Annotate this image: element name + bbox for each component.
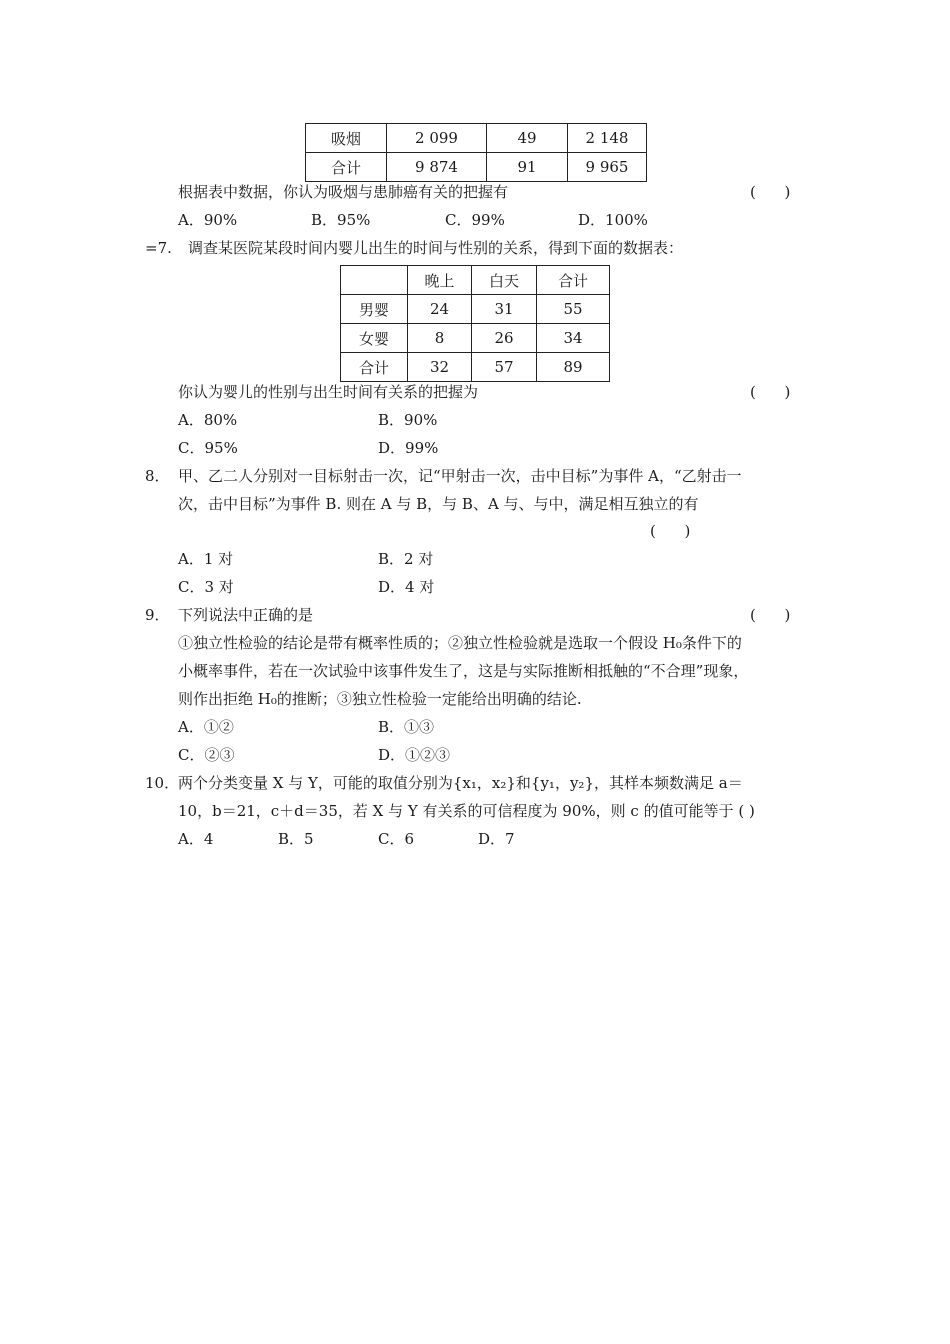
table-cell: 34 bbox=[537, 324, 610, 353]
q8-option-d: D．4 对 bbox=[378, 578, 435, 596]
table-cell: 2 148 bbox=[568, 124, 647, 153]
table-cell: 合计 bbox=[341, 353, 408, 382]
smoking-table bbox=[305, 123, 647, 182]
table-row bbox=[341, 353, 610, 382]
q10-option-a: A．4 bbox=[178, 830, 214, 848]
q7-number: =7. bbox=[145, 239, 172, 257]
table-cell: 49 bbox=[487, 124, 568, 153]
q9-number: 9． bbox=[145, 606, 170, 624]
q8-option-c: C．3 对 bbox=[178, 578, 234, 596]
q7-option-c: C．95% bbox=[178, 439, 238, 457]
table-cell: 91 bbox=[487, 153, 568, 182]
q9-option-a: A．①② bbox=[178, 718, 234, 736]
q9-line3: 则作出拒绝 H₀的推断；③独立性检验一定能给出明确的结论. bbox=[178, 690, 582, 708]
q10-line1: 两个分类变量 X 与 Y，可能的取值分别为{x₁，x₂}和{y₁，y₂}，其样本频数满足 a＝ bbox=[178, 774, 743, 792]
q8-answer-paren: ( ) bbox=[650, 522, 691, 540]
table-cell: 57 bbox=[472, 353, 537, 382]
q7-option-b: B．90% bbox=[378, 411, 438, 429]
table-cell: 31 bbox=[472, 295, 537, 324]
q6-option-c: C．99% bbox=[445, 211, 505, 229]
q8-option-b: B．2 对 bbox=[378, 550, 434, 568]
q9-option-b: B．①③ bbox=[378, 718, 435, 736]
q7-option-a: A．80% bbox=[178, 411, 238, 429]
q6-option-d: D．100% bbox=[578, 211, 648, 229]
table-row bbox=[341, 324, 610, 353]
q9-answer-paren: ( ) bbox=[750, 606, 791, 624]
q6-stem: 根据表中数据，你认为吸烟与患肺癌有关的把握有 bbox=[178, 183, 509, 201]
table-header-cell bbox=[341, 266, 408, 295]
table-header-cell: 晚上 bbox=[408, 266, 472, 295]
q7-question: 你认为婴儿的性别与出生时间有关系的把握为 bbox=[178, 383, 479, 401]
q6-answer-paren: ( ) bbox=[750, 183, 791, 201]
q10-option-c: C．6 bbox=[378, 830, 415, 848]
table-row bbox=[306, 124, 647, 153]
q9-option-d: D．①②③ bbox=[378, 746, 451, 764]
table-header-cell: 白天 bbox=[472, 266, 537, 295]
q7-option-d: D．99% bbox=[378, 439, 439, 457]
table-row bbox=[341, 295, 610, 324]
table-cell: 9 965 bbox=[568, 153, 647, 182]
table-cell: 26 bbox=[472, 324, 537, 353]
table-row bbox=[306, 153, 647, 182]
table-cell: 24 bbox=[408, 295, 472, 324]
table-cell: 2 099 bbox=[387, 124, 487, 153]
table-cell: 女婴 bbox=[341, 324, 408, 353]
table-cell: 9 874 bbox=[387, 153, 487, 182]
infant-table bbox=[340, 265, 610, 382]
q7-answer-paren: ( ) bbox=[750, 383, 791, 401]
q8-line2: 次，击中目标”为事件 B. 则在 A 与 B，与 B、A 与、与中，满足相互独立的有 bbox=[178, 495, 699, 513]
table-cell: 8 bbox=[408, 324, 472, 353]
table-header-cell: 合计 bbox=[537, 266, 610, 295]
q6-option-a: A．90% bbox=[178, 211, 238, 229]
table-cell: 32 bbox=[408, 353, 472, 382]
q8-line1: 甲、乙二人分别对一目标射击一次，记“甲射击一次，击中目标”为事件 A，“乙射击一 bbox=[178, 467, 742, 485]
q9-line1: ①独立性检验的结论是带有概率性质的；②独立性检验就是选取一个假设 H₀条件下的 bbox=[178, 634, 742, 652]
table-cell: 55 bbox=[537, 295, 610, 324]
q9-line2: 小概率事件，若在一次试验中该事件发生了，这是与实际推断相抵触的“不合理”现象， bbox=[178, 662, 749, 680]
q9-option-c: C．②③ bbox=[178, 746, 235, 764]
q10-option-d: D．7 bbox=[478, 830, 515, 848]
q9-stem: 下列说法中正确的是 bbox=[178, 606, 314, 624]
q8-number: 8． bbox=[145, 467, 170, 485]
table-cell: 89 bbox=[537, 353, 610, 382]
table-cell: 合计 bbox=[306, 153, 387, 182]
table-header-row bbox=[341, 266, 610, 295]
q8-option-a: A．1 对 bbox=[178, 550, 234, 568]
q6-option-b: B．95% bbox=[311, 211, 371, 229]
q10-line2: 10，b＝21，c＋d＝35，若 X 与 Y 有关系的可信程度为 90%，则 c 的值可能等于 ( ) bbox=[178, 802, 755, 820]
table-cell: 男婴 bbox=[341, 295, 408, 324]
q7-stem: 调查某医院某段时间内婴儿出生的时间与性别的关系，得到下面的数据表： bbox=[188, 239, 684, 257]
q10-option-b: B．5 bbox=[278, 830, 314, 848]
table-cell: 吸烟 bbox=[306, 124, 387, 153]
q10-number: 10． bbox=[145, 774, 180, 792]
